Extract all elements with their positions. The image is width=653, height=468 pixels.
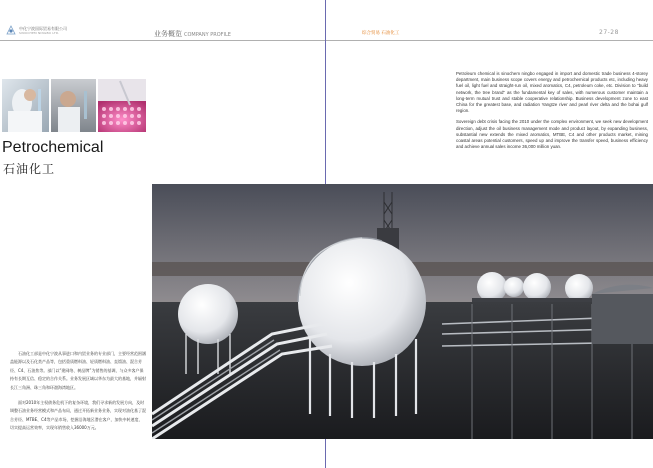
chinese-paragraph-1: 石油化工部是中化宁波从事进口和内贸业务的专业部门，主要经营范围涵盖能源以及石化类产品等，包括重质燃料油、轻质燃料油、直馏油、混合芳烃、C4、石油焦等。部门以“建网络、树品牌”为销售的基调，与众多客户保持有长期互信、稳定的合作关系。业务发展区域以华东为最大的基地，并辐射长江三角洲、珠三角和环渤海湾地区。: [10, 351, 146, 390]
lab-thumb-1: [2, 79, 49, 132]
lab-thumb-2: [51, 79, 96, 132]
section-title: [154, 29, 231, 39]
header-rule: [0, 40, 653, 41]
page-header: [0, 0, 653, 40]
category-labels: 综合贸易 石油化工: [362, 31, 400, 36]
page-title-cn: 石油化工: [3, 162, 56, 176]
chinese-paragraph-2: 面对2010年主权债务危机下的复杂环境，我们寻求新的发展方向，及时调整石油业务经营模式和产品布局，通过开拓新业务业务，实现对油化基了混合芳烃、MTBE、C4等产品市场，挖掘沿海地区潜在客户，加快中转速度，切实提高运营效率，实现年销售收入36000万元。: [10, 400, 146, 431]
chinese-body-text: [10, 350, 146, 440]
section-title-cn: 业务概览: [154, 30, 182, 38]
page-title-en: Petrochemical: [2, 139, 104, 156]
english-paragraph-2: Sovereign debt crisis facing the 2010 under the complex environment, we seek new development direction, adjust the oil business management mode and product layout, by expanding business, substantial new extends the mixed aromatics, MTBE, C4 and other products market, mining coastal areas potential customers, speed up and improve the transfer speed, business efficiency and achieve annual sales income 36,000 million yuan.: [456, 119, 648, 150]
company-name-en: SINOCHEM NINGBO LTD.: [19, 31, 60, 35]
lab-photo-strip: [2, 79, 146, 132]
section-title-en: COMPANY PROFILE: [184, 32, 231, 38]
lab-thumb-3: [98, 79, 146, 132]
refinery-spherical-tanks-photo: [152, 184, 653, 439]
english-body-text: [456, 71, 648, 155]
company-name-cn: 中化宁波国际贸易有限公司: [19, 26, 67, 31]
sinochem-logo-icon: [6, 25, 16, 35]
english-paragraph-1: Petroleum chemical is sinochem ningbo engaged in import and domestic trade business 4-storey department, main business scope covers energy and petrochemical products etc, including heavy fuel oil, light fuel and straight-run oil, mixed aromatics, C4, petroleum coke, etc. Division to "build network, the tree brand" as the fundamental key of sales, with numerous customer maintain a long-term mutual trust and stable cooperative relationship. Business development zone to east China for the greatest base, and radiation Yangtze river and pearl river delta and the bohai gulf region.: [456, 71, 648, 114]
page-numbers: 27-28: [599, 29, 619, 36]
